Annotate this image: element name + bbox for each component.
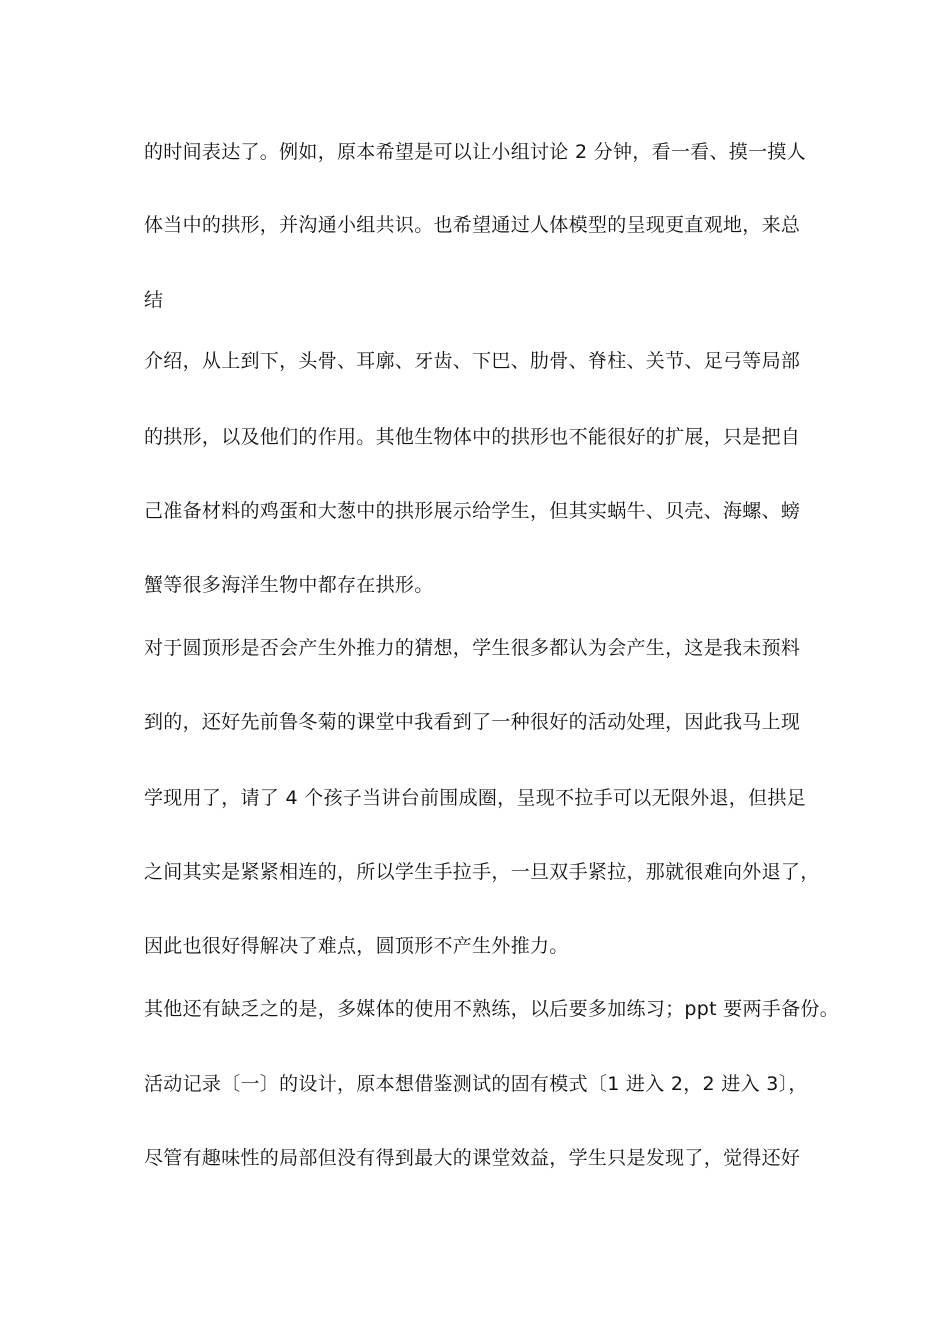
text-line: 的时间表达了。例如，原本希望是可以让小组讨论 2 分钟，看一看、摸一摸人	[144, 141, 806, 163]
text-line: 因此也很好得解决了难点，圆顶形不产生外推力。	[144, 935, 569, 957]
text-line: 介绍，从上到下，头骨、耳廓、牙齿、下巴、肋骨、脊柱、关节、足弓等局部	[144, 350, 801, 372]
text-line: 其他还有缺乏之的是，多媒体的使用不熟练，以后要多加练习；ppt 要两手备份。	[144, 998, 840, 1020]
text-line: 到的，还好先前鲁冬菊的课堂中我看到了一种很好的活动处理，因此我马上现	[144, 711, 801, 733]
text-line: 己准备材料的鸡蛋和大葱中的拱形展示给学生，但其实蜗牛、贝壳、海螺、螃	[144, 500, 801, 522]
text-line: 结	[144, 289, 164, 311]
text-line: 体当中的拱形，并沟通小组共识。也希望通过人体模型的呈现更直观地，来总	[144, 214, 801, 236]
text-line: 尽管有趣味性的局部但没有得到最大的课堂效益，学生只是发现了，觉得还好	[144, 1147, 801, 1169]
text-line: 之间其实是紧紧相连的，所以学生手拉手，一旦双手紧拉，那就很难向外退了，	[144, 861, 820, 883]
text-line: 蟹等很多海洋生物中都存在拱形。	[144, 574, 434, 596]
text-line: 的拱形，以及他们的作用。其他生物体中的拱形也不能很好的扩展，只是把自	[144, 426, 801, 448]
text-line: 对于圆顶形是否会产生外推力的猜想，学生很多都认为会产生，这是我未预料	[144, 637, 801, 659]
text-line: 活动记录〔一〕的设计，原本想借鉴测试的固有模式〔1 进入 2，2 进入 3〕，	[144, 1073, 808, 1095]
text-line: 学现用了，请了 4 个孩子当讲台前围成圈，呈现不拉手可以无限外退，但拱足	[144, 787, 806, 809]
